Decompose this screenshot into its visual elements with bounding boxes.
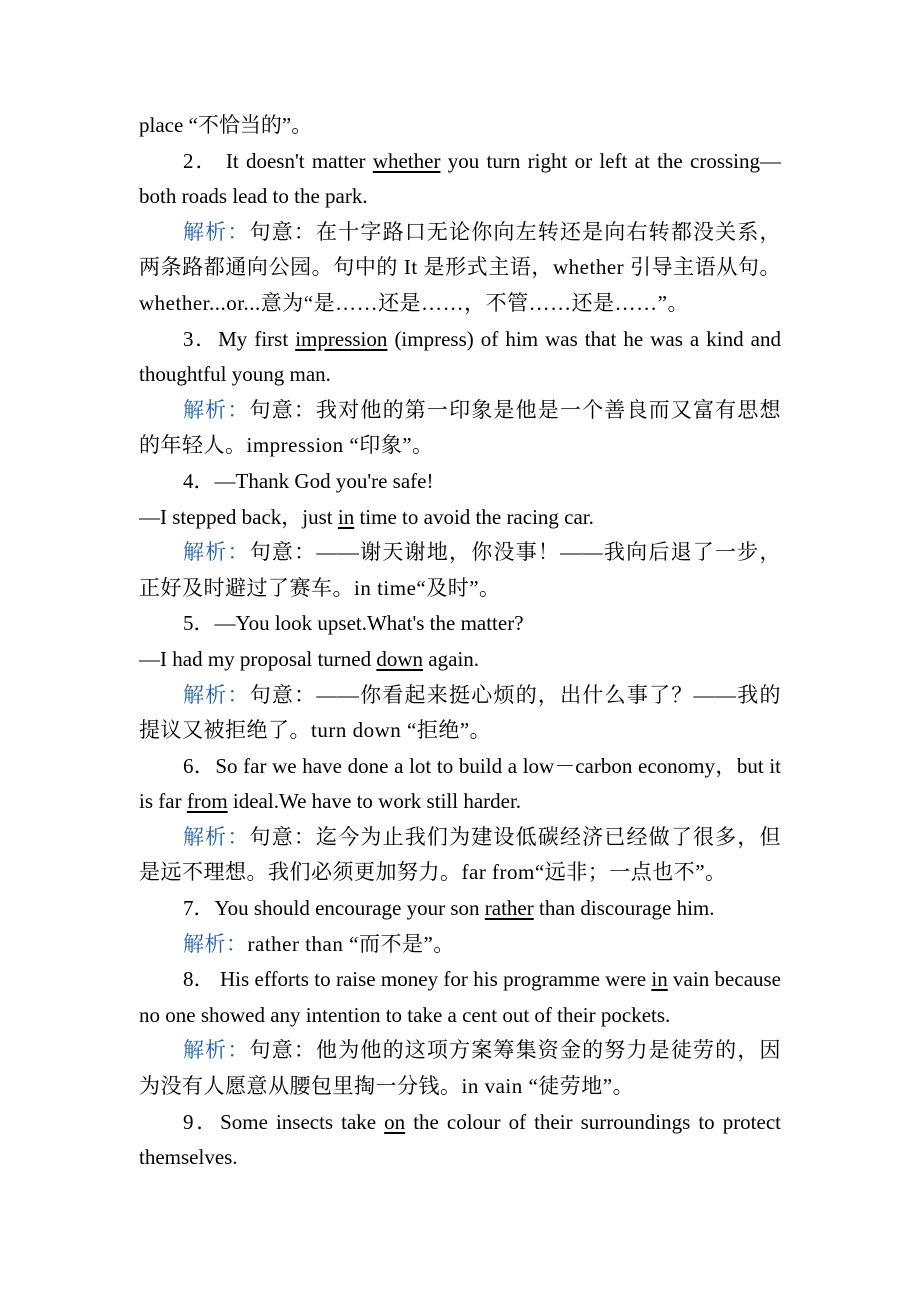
question-text: Some insects take [220, 1109, 385, 1134]
text: place “不恰当的”。 [139, 113, 313, 137]
question-6 [139, 749, 781, 820]
answer-blank: from [186, 789, 228, 814]
question-text: My first [218, 326, 296, 351]
analysis-label: 解析： [183, 824, 250, 849]
question-text: vain because no one showed any intention to take a cent out of their pockets. [139, 967, 782, 1027]
question-text: —I stepped back，just [139, 504, 338, 529]
question-2 [139, 144, 781, 215]
analysis-text: 句意：迄今为止我们为建设低碳经济已经做了很多，但是远不理想。我们必须更加努力。far from“远非；一点也不”。 [139, 824, 782, 885]
document-page [139, 108, 781, 1176]
analysis-2 [139, 215, 781, 322]
question-number: 3． [183, 326, 219, 351]
question-text: ideal.We have to work still harder. [227, 789, 522, 814]
answer-blank: down [376, 646, 424, 671]
analysis-text: 句意：——你看起来挺心烦的，出什么事了？——我的提议又被拒绝了。turn down “拒绝”。 [139, 682, 781, 743]
analysis-7 [139, 927, 781, 963]
question-8 [139, 962, 781, 1033]
question-number: 6． [183, 753, 216, 778]
continuation-line [139, 108, 781, 144]
question-text: —Thank God you're safe! [214, 468, 434, 493]
answer-blank: in [337, 504, 355, 529]
question-4 [139, 464, 781, 500]
question-number: 9． [183, 1109, 221, 1134]
question-text: —I had my proposal turned [139, 646, 377, 671]
analysis-label: 解析： [183, 397, 250, 422]
analysis-4 [139, 535, 781, 606]
question-text: you turn right or left at the crossing—both roads lead to the park. [139, 148, 782, 209]
question-text: It doesn't matter [225, 148, 373, 173]
analysis-3 [139, 393, 781, 464]
analysis-text: 句意：在十字路口无论你向左转还是向右转都没关系，两条路都通向公园。句中的 It 是形式主语，whether 引导主语从句。whether...or...意为“是……还是……，不管……还是……”。 [139, 219, 782, 315]
analysis-label: 解析： [183, 931, 248, 956]
question-text: again. [423, 646, 480, 671]
analysis-5 [139, 678, 781, 749]
question-text: —You look upset.What's the matter? [214, 611, 524, 636]
answer-blank: on [384, 1109, 406, 1134]
question-5 [139, 606, 781, 642]
question-number: 8． [183, 967, 215, 992]
question-7 [139, 891, 781, 927]
question-text: So far we have done a lot to build a low－carbon economy，but it is far [139, 753, 781, 814]
analysis-label: 解析： [183, 540, 250, 565]
question-text: (impress) of him was that he was a kind and thoughtful young man. [139, 326, 781, 387]
question-text: You should encourage your son [214, 896, 485, 921]
question-3 [139, 322, 781, 393]
question-text: time to avoid the racing car. [354, 504, 594, 529]
question-number: 7． [183, 896, 215, 921]
analysis-text: rather than “而不是”。 [247, 931, 455, 956]
analysis-8 [139, 1033, 781, 1104]
question-4-reply [139, 500, 781, 536]
question-number: 5． [183, 611, 215, 636]
question-9 [139, 1105, 781, 1176]
analysis-text: 句意：——谢天谢地，你没事！——我向后退了一步，正好及时避过了赛车。in time“及时”。 [139, 540, 781, 600]
answer-blank: in [651, 967, 668, 992]
question-5-reply [139, 642, 781, 678]
question-number: 2． [183, 148, 219, 173]
question-text: the colour of their surroundings to protect themselves. [139, 1109, 781, 1170]
question-text: His efforts to raise money for his programme were [220, 967, 652, 992]
analysis-label: 解析： [183, 1038, 250, 1063]
analysis-text: 句意：他为他的这项方案筹集资金的努力是徒劳的，因为没有人愿意从腰包里掏一分钱。in vain “徒劳地”。 [139, 1038, 782, 1099]
analysis-6 [139, 820, 781, 891]
analysis-label: 解析： [183, 219, 250, 244]
answer-blank: rather [484, 896, 534, 921]
question-text: than discourage him. [533, 896, 715, 921]
answer-blank: impression [295, 326, 388, 351]
question-number: 4． [183, 468, 215, 493]
analysis-text: 句意：我对他的第一印象是他是一个善良而又富有思想的年轻人。impression “印象”。 [139, 397, 782, 458]
answer-blank: whether [372, 148, 441, 173]
analysis-label: 解析： [183, 682, 250, 707]
